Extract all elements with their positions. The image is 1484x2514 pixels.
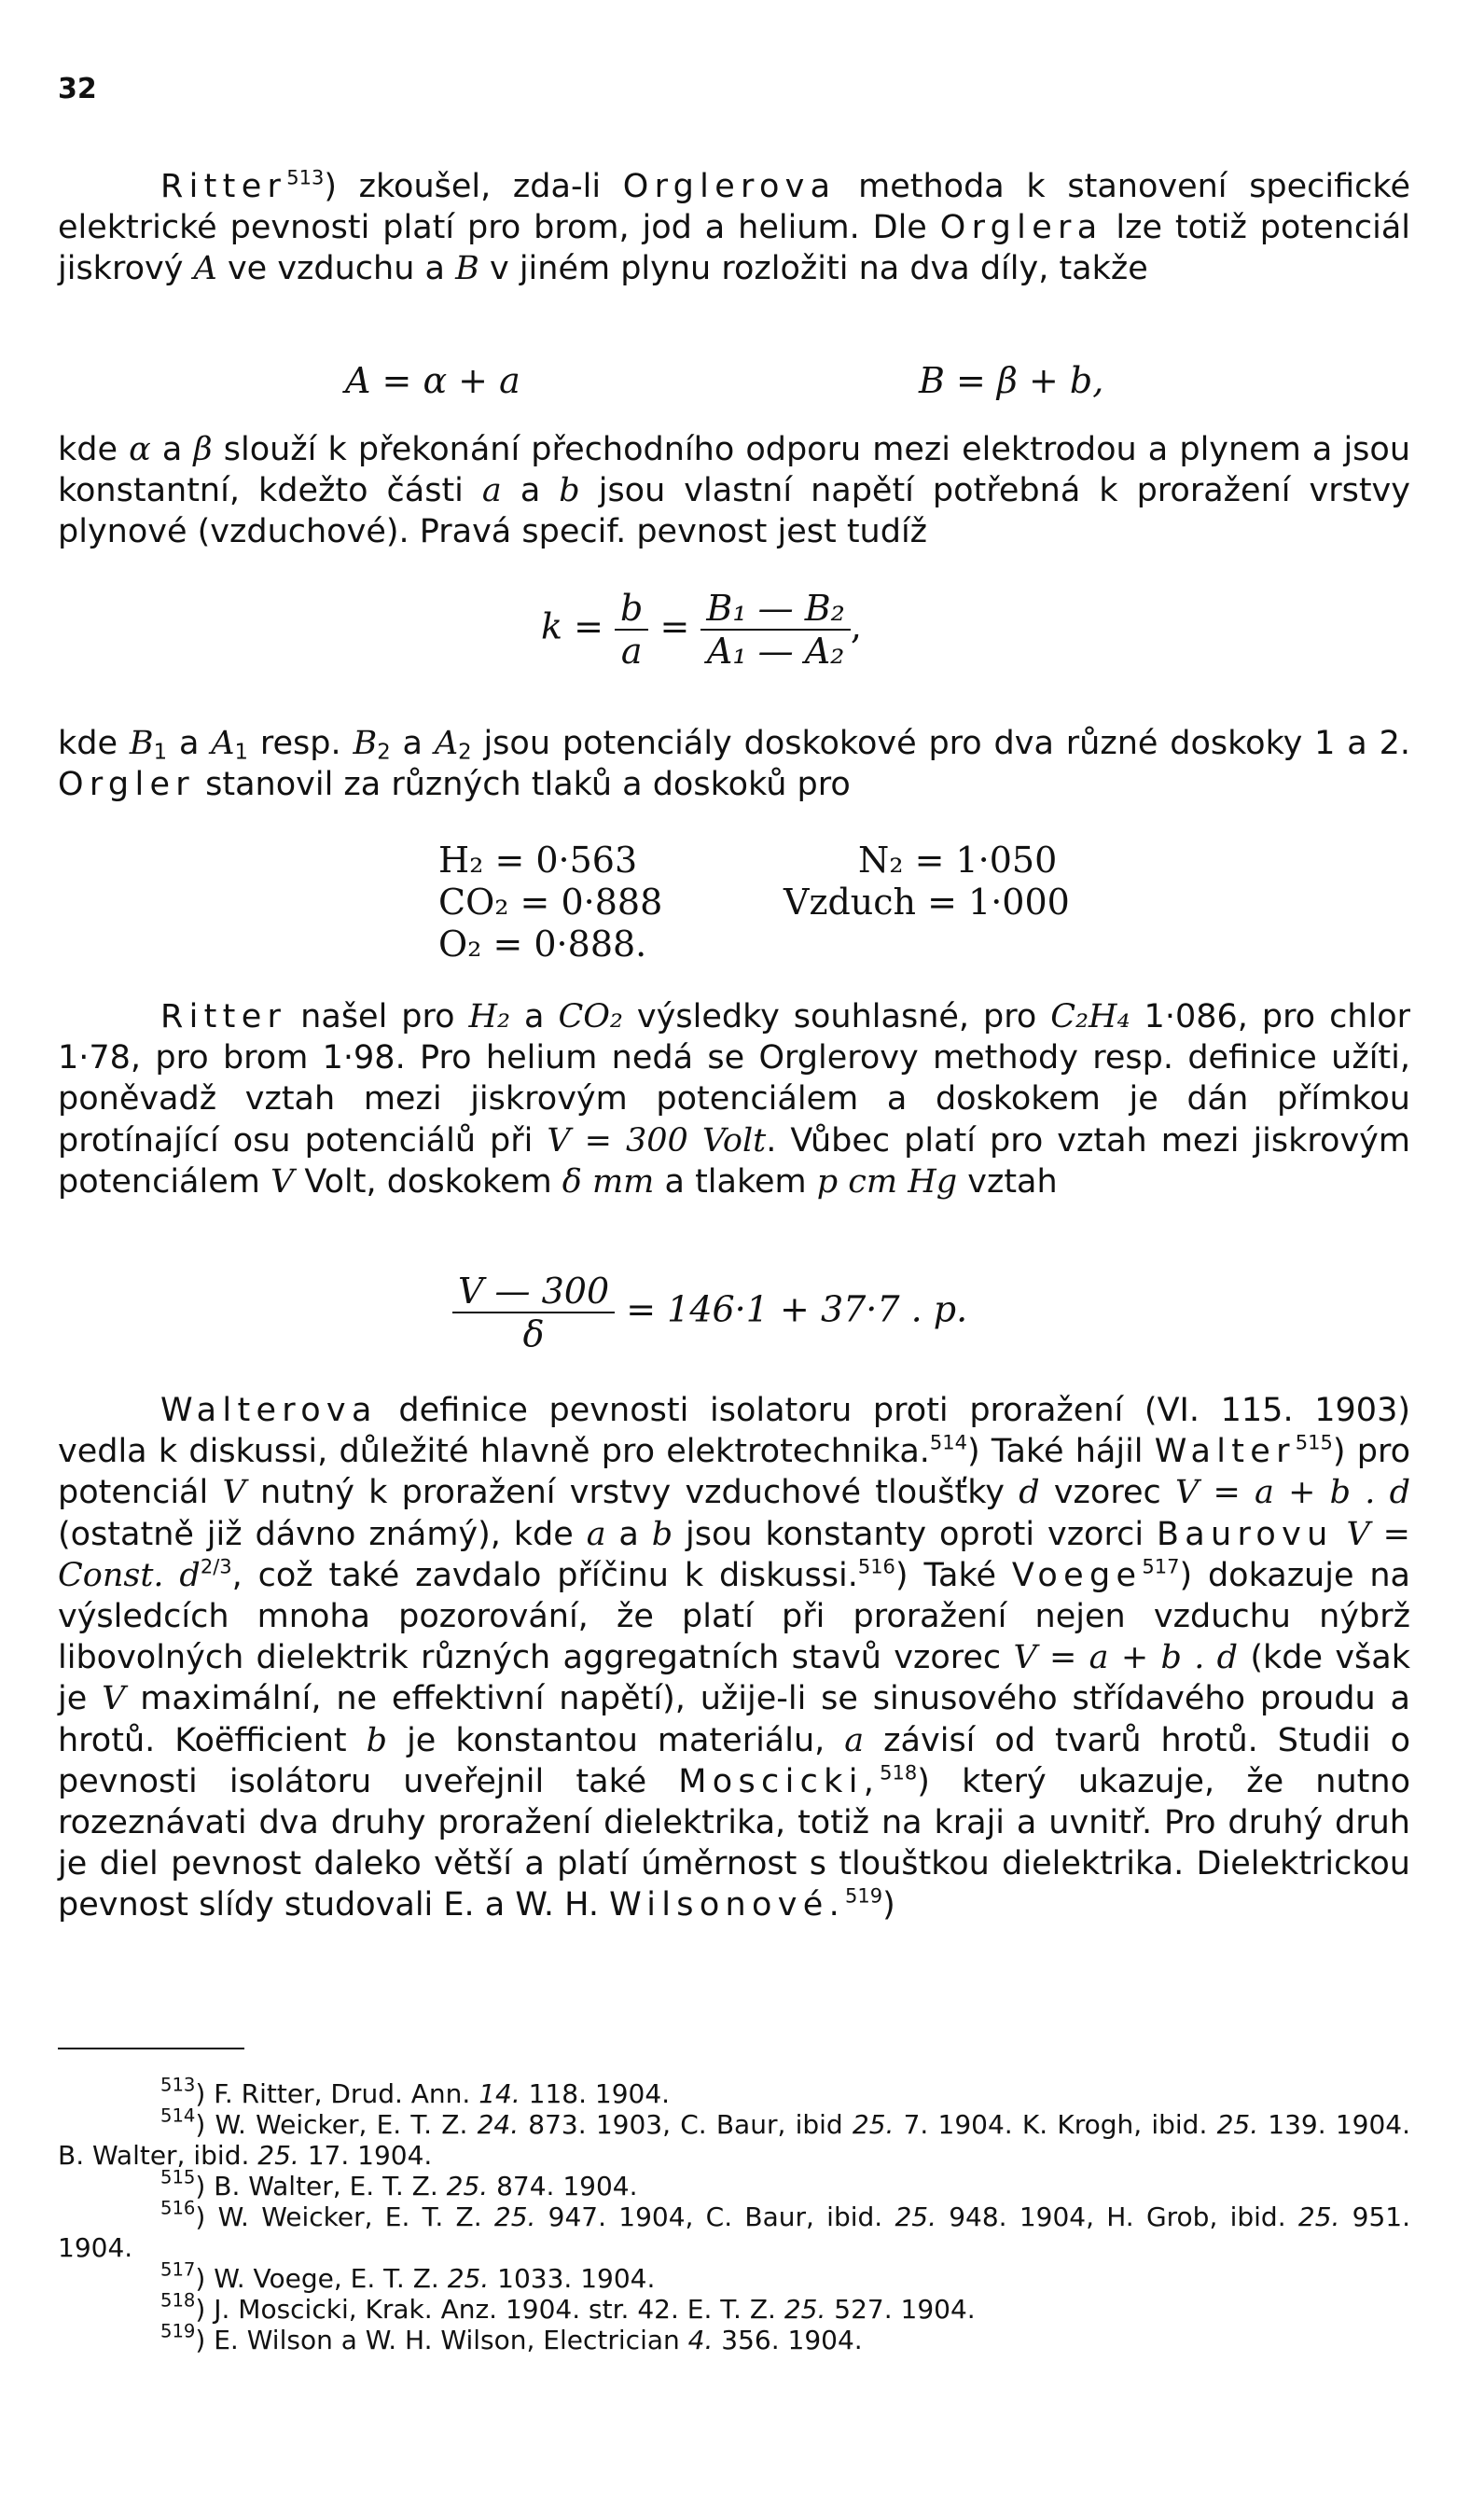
equation-v	[452, 1271, 967, 1354]
numerator: b	[615, 588, 648, 631]
author-orglera: Orglera	[939, 209, 1103, 247]
text: ) Také	[895, 1556, 1012, 1594]
text: . Vůbec platí pro vztah mezi jiskrovým potenciálem	[58, 1121, 1410, 1201]
footnote-516	[58, 2197, 1411, 2263]
text: ) W. Weicker, E. T. Z.	[195, 2109, 478, 2140]
var-a-small: a	[481, 472, 502, 510]
subscript: 2	[377, 740, 391, 765]
text: ve vzduchu a	[216, 250, 456, 288]
ref-517: 517	[1142, 1555, 1180, 1578]
author-orgler: Orglerova	[622, 168, 837, 205]
numerator: B₁ — B₂	[700, 588, 850, 631]
text: jsou konstanty oproti vzorci	[673, 1515, 1157, 1553]
value-n2: N₂ = 1·050	[858, 840, 1058, 881]
var-b: b	[366, 1721, 388, 1759]
subscript: 1	[234, 740, 249, 765]
text: vztah	[957, 1162, 1058, 1201]
denominator: a	[620, 631, 643, 672]
footnote-519	[58, 2320, 1410, 2355]
footnote-mark: 516	[160, 2197, 196, 2219]
value-h2: H₂ = 0·563	[438, 840, 638, 881]
var: B	[353, 725, 378, 762]
text: našel pro	[286, 998, 469, 1035]
var-a: A	[193, 250, 217, 288]
var-b: b	[651, 1515, 673, 1553]
footnote-517	[58, 2258, 1410, 2294]
value-air: Vzduch = 1·000	[784, 882, 1070, 923]
text: ) zkoušel, zda-li	[324, 168, 623, 205]
text: maximální, ne effektivní napětí), užije-li se sinusového střídavého proudu a hrotů. Koëfficient	[58, 1680, 1410, 1759]
author-walterova: Walterova	[160, 1392, 378, 1429]
paragraph-2	[58, 429, 1410, 553]
text: 139. 1904. B. Walter, ibid.	[58, 2109, 1410, 2171]
text: kde	[58, 725, 130, 762]
page-number: 32	[58, 73, 97, 105]
author-voege: Voege	[1011, 1556, 1143, 1594]
text: jsou vlastní napětí potřebná k proražení vrstvy plynové (vzduchové). Pravá specif. pevnost jest tudíž	[58, 472, 1410, 551]
text: jsou potenciály doskokové pro dva různé doskoky 1 a 2.	[471, 725, 1410, 762]
text: a	[167, 725, 212, 762]
paragraph-5	[58, 1390, 1410, 1926]
text: a tlakem	[654, 1162, 817, 1201]
volume: 25.	[257, 2140, 299, 2171]
fraction-potentials	[700, 588, 850, 672]
paragraph-4	[58, 996, 1410, 1202]
text: 17. 1904.	[298, 2140, 433, 2171]
subscript: 2	[458, 740, 472, 765]
formula: V = Const. d	[58, 1515, 1410, 1594]
text: ) J. Moscicki, Krak. Anz. 1904. str. 42. E. T. Z.	[195, 2294, 784, 2325]
text: výsledky souhlasné, pro	[622, 998, 1051, 1035]
volume: 25.	[1297, 2201, 1340, 2232]
footnote-mark: 515	[160, 2166, 196, 2188]
text: a	[150, 431, 194, 468]
text: a	[501, 472, 560, 510]
text: 7. 1904. K. Krogh, ibid.	[894, 2109, 1217, 2140]
text: ) který ukazuje, že nutno rozeznávati dva druhy proražení dielektrika, totiž na kraji a uvnitř. Pro druhý druh je diel pevnost daleko větší a platí úměrnost s tlouštkou dielektrika. Dielektrickou pevnost slídy studovali E. a W. H.	[58, 1762, 1410, 1924]
rhs: = 146·1 + 37·7 . p.	[626, 1288, 968, 1330]
text: 118. 1904.	[520, 2078, 671, 2109]
footnote-mark: 519	[160, 2320, 196, 2342]
volume: 4.	[687, 2325, 714, 2355]
paragraph-1	[58, 166, 1410, 290]
equals: =	[659, 605, 690, 647]
comma: ,	[850, 605, 862, 647]
footnote-mark: 517	[160, 2258, 196, 2281]
numerator: V — 300	[452, 1271, 615, 1313]
text: stanovil za různých tlaků a doskoků pro	[195, 766, 851, 804]
var-v: V	[270, 1162, 295, 1201]
text: )	[882, 1886, 895, 1924]
denominator: A₁ — A₂	[706, 631, 845, 672]
paragraph-3	[58, 723, 1410, 805]
subscript: 1	[153, 740, 168, 765]
text: 873. 1903, C. Baur, ibid	[519, 2109, 853, 2140]
text: 1033. 1904.	[489, 2263, 656, 2294]
text: Volt, doskokem	[294, 1162, 562, 1201]
alpha: α	[129, 431, 151, 468]
ref-516: 516	[857, 1555, 895, 1578]
text: ) pro potenciál	[58, 1433, 1411, 1512]
text: ) F. Ritter, Drud. Ann.	[195, 2078, 479, 2109]
text: vzorec	[1039, 1474, 1175, 1512]
text: závisí od tvarů hrotů. Studii o pevnosti isolátoru uveřejnil také	[58, 1721, 1410, 1800]
ref-514: 514	[929, 1431, 967, 1454]
volume: 14.	[478, 2078, 520, 2109]
text: a	[605, 1515, 652, 1553]
text	[1334, 1516, 1347, 1553]
exponent: 2/3	[200, 1555, 232, 1578]
ref-519: 519	[845, 1884, 883, 1908]
text: 874. 1904.	[488, 2171, 638, 2201]
var-b: B	[455, 250, 479, 288]
var-delta: δ mm	[562, 1162, 655, 1201]
text: ) Také hájil	[967, 1433, 1155, 1471]
footnote-515	[58, 2166, 1410, 2201]
text: 951. 1904.	[58, 2201, 1411, 2263]
text: resp.	[248, 725, 354, 762]
var-b-small: b	[559, 472, 580, 510]
author-wilsonove: Wilsonové.	[609, 1886, 846, 1924]
beta: β	[193, 431, 213, 468]
author-orgler: Orgler	[58, 766, 195, 804]
footnote-separator	[58, 2048, 244, 2049]
text: definice pevnosti isolatoru proti proražení (VI. 115. 1903) vedla k diskussi, důležité hlavně pro elektrotechnika.	[58, 1392, 1410, 1471]
text: ) W. Weicker, E. T. Z.	[195, 2201, 494, 2232]
author-baurovu: Baurovu	[1156, 1515, 1334, 1553]
text: 948. 1904, H. Grob, ibid.	[936, 2201, 1298, 2232]
text: ) W. Voege, E. T. Z.	[195, 2263, 448, 2294]
text: nutný k proražení vrstvy vzduchové tloušťky	[245, 1474, 1019, 1512]
volume: 25.	[493, 2201, 536, 2232]
equation-b: B = β + b,	[919, 360, 1104, 401]
value-co2: CO₂ = 0·888	[438, 882, 663, 923]
value-v300: V = 300 Volt	[547, 1121, 767, 1160]
volume: 25.	[446, 2171, 489, 2201]
footnote-514	[58, 2104, 1410, 2171]
formula: V = a + b . d	[1013, 1639, 1239, 1677]
footnote-mark: 518	[160, 2289, 196, 2312]
equation-a: A = α + a	[345, 360, 520, 401]
text: slouží k překonání přechodního odporu mezi elektrodou a plynem a jsou konstantní, kdežto části	[58, 431, 1411, 510]
var: A	[434, 725, 459, 762]
text: v jiném plynu rozložiti na dva díly, takže	[478, 250, 1148, 288]
text: ) B. Walter, E. T. Z.	[195, 2171, 447, 2201]
volume: 25.	[447, 2263, 490, 2294]
volume: 24.	[477, 2109, 520, 2140]
value-o2: O₂ = 0·888.	[438, 924, 647, 965]
text: je konstantou materiálu,	[387, 1721, 845, 1759]
formula-c2h4: C₂H₄	[1050, 998, 1130, 1035]
volume: 25.	[1216, 2109, 1259, 2140]
text: methoda k stanovení specifické elektrické pevnosti platí pro brom, jod a helium. Dle	[58, 168, 1410, 247]
fraction-b-a	[615, 588, 648, 672]
volume: 25.	[895, 2201, 936, 2232]
var: A	[211, 725, 235, 762]
var-p: p cm Hg	[816, 1162, 958, 1201]
text: , což také zavdalo příčinu k diskussi.	[231, 1556, 858, 1594]
ref-515: 515	[1295, 1431, 1333, 1454]
footnote-518	[58, 2289, 1410, 2325]
author-moscicki: Moscicki,	[678, 1762, 881, 1800]
text: a	[390, 725, 435, 762]
text: 1·086, pro chlor 1·78, pro brom 1·98. Pro helium nedá se Orglerovy methody resp. definice užíti, poněvadž vztah mezi jiskrovým potenciálem a doskokem je dán přímkou protínající osu potenciálů při	[58, 998, 1411, 1160]
eq-k: k =	[541, 605, 603, 647]
text: 947. 1904, C. Baur, ibid.	[535, 2201, 895, 2232]
footnotes	[58, 2074, 1411, 2355]
text: (kde však je	[58, 1639, 1411, 1718]
author-ritter: Ritter	[160, 998, 287, 1035]
text: 527. 1904.	[825, 2294, 976, 2325]
formula: V = a + b . d	[1174, 1474, 1410, 1512]
text: kde	[58, 431, 130, 468]
text: lze totiž potenciál jiskrový	[58, 209, 1410, 288]
text: (ostatně již dávno známý), kde	[58, 1515, 587, 1553]
ref-518: 518	[880, 1761, 918, 1785]
volume: 25.	[852, 2109, 895, 2140]
formula-co2: CO₂	[558, 998, 623, 1035]
volume: 25.	[784, 2294, 826, 2325]
footnote-mark: 513	[160, 2074, 196, 2096]
footnote-mark: 514	[160, 2104, 196, 2127]
author-ritter: Ritter	[160, 168, 287, 205]
text: ) E. Wilson a W. H. Wilson, Electrician	[195, 2325, 688, 2355]
var: B	[129, 725, 154, 762]
var-d: d	[1019, 1474, 1040, 1512]
var-a: a	[586, 1515, 606, 1553]
var-a: a	[844, 1721, 865, 1759]
footnote-513	[58, 2074, 1410, 2109]
var-v: V	[102, 1680, 126, 1718]
var-v: V	[222, 1474, 246, 1512]
ref-513: 513	[286, 166, 325, 189]
text: ) dokazuje na výsledcích mnoha pozorování, že platí při proražení nejen vzduchu nýbrž libovolných dielektrik různých aggregatních stavů vzorec	[58, 1556, 1410, 1677]
equation-k	[541, 588, 862, 672]
text: 356. 1904.	[713, 2325, 863, 2355]
fraction-v	[452, 1271, 615, 1354]
denominator: δ	[522, 1313, 545, 1354]
author-walter: Walter	[1154, 1433, 1296, 1471]
formula-h2: H₂	[468, 998, 511, 1035]
text: a	[510, 998, 559, 1035]
